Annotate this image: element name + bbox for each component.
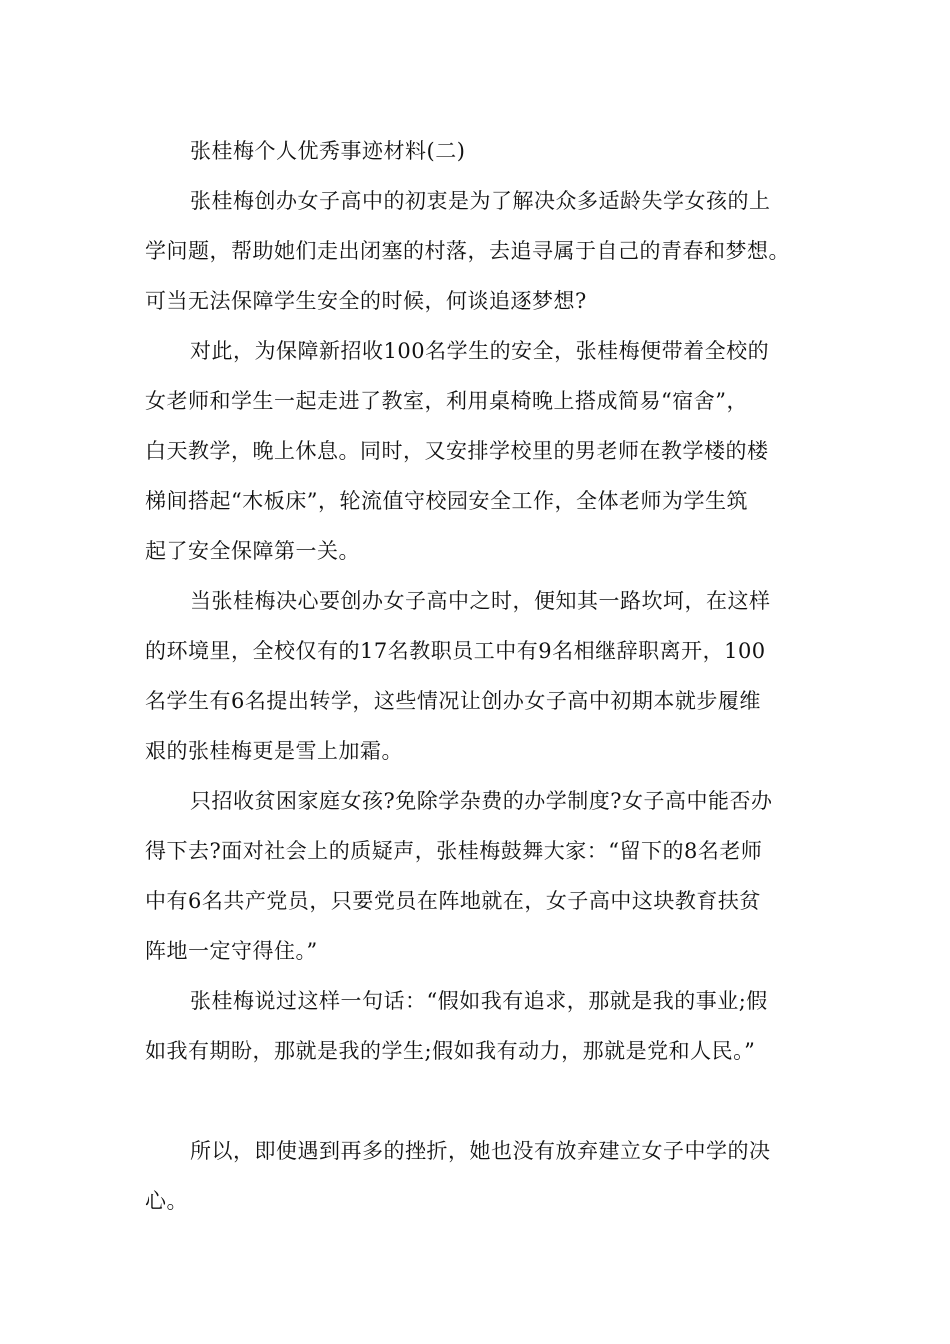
paragraph-line: 的环境里，全校仅有的17名教职员工中有9名相继辞职离开，100 (145, 639, 766, 663)
paragraph-line: 学问题，帮助她们走出闭塞的村落，去追寻属于自己的青春和梦想。 (145, 239, 790, 263)
paragraph-line: 阵地一定守得住。” (145, 939, 318, 963)
document-title: 张桂梅个人优秀事迹材料(二) (190, 139, 466, 163)
paragraph-line: 只招收贫困家庭女孩?免除学杂费的办学制度?女子高中能否办 (190, 789, 773, 813)
paragraph-line: 名学生有6名提出转学，这些情况让创办女子高中初期本就步履维 (145, 689, 761, 713)
paragraph-line: 张桂梅创办女子高中的初衷是为了解决众多适龄失学女孩的上 (190, 189, 771, 213)
paragraph-line: 所以，即使遇到再多的挫折，她也没有放弃建立女子中学的决 (190, 1139, 771, 1163)
paragraph-line: 白天教学，晚上休息。同时，又安排学校里的男老师在教学楼的楼 (145, 439, 769, 463)
paragraph-line: 得下去?面对社会上的质疑声，张桂梅鼓舞大家：“留下的8名老师 (145, 839, 763, 863)
paragraph-line: 中有6名共产党员，只要党员在阵地就在，女子高中这块教育扶贫 (145, 889, 761, 913)
paragraph-line: 当张桂梅决心要创办女子高中之时，便知其一路坎坷，在这样 (190, 589, 771, 613)
paragraph-line: 艰的张桂梅更是雪上加霜。 (145, 739, 403, 763)
paragraph-line: 梯间搭起“木板床”，轮流值守校园安全工作，全体老师为学生筑 (145, 489, 748, 513)
paragraph-line: 心。 (145, 1189, 188, 1213)
paragraph-line: 女老师和学生一起走进了教室，利用桌椅晚上搭成简易“宿舍”， (145, 389, 748, 413)
paragraph-line: 起了安全保障第一关。 (145, 539, 360, 563)
paragraph-line: 可当无法保障学生安全的时候，何谈追逐梦想? (145, 289, 587, 313)
paragraph-line: 张桂梅说过这样一句话：“假如我有追求，那就是我的事业;假 (190, 989, 768, 1013)
paragraph-line: 如我有期盼，那就是我的学生;假如我有动力，那就是党和人民。” (145, 1039, 756, 1063)
paragraph-line: 对此，为保障新招收100名学生的安全，张桂梅便带着全校的 (190, 339, 770, 363)
